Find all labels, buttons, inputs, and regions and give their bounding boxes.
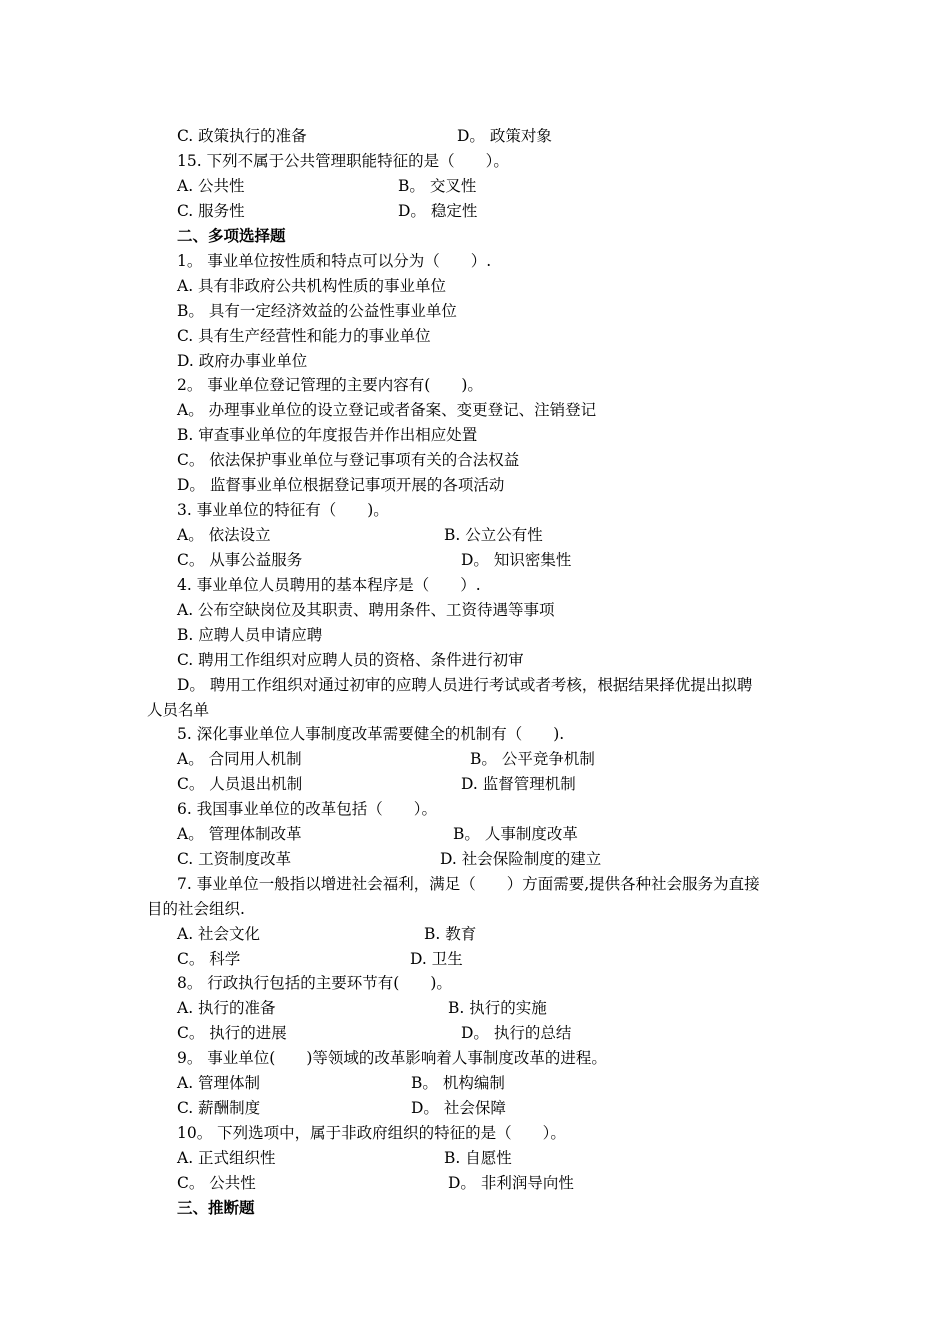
option-c: C. 薪酬制度 <box>177 1099 261 1117</box>
option-c: C。 从事公益服务 <box>177 551 303 569</box>
option-d: D. 社会保险制度的建立 <box>440 850 602 868</box>
question-7: 7. 事业单位一般指以增进社会福利，满足（ ）方面需要,提供各种社会服务为直接 <box>177 875 760 893</box>
option-b: B。 交叉性 <box>398 177 477 195</box>
option-d: D。 社会保障 <box>411 1099 506 1117</box>
option-a: A。 办理事业单位的设立登记或者备案、变更登记、注销登记 <box>177 401 597 419</box>
option-b: B。 人事制度改革 <box>453 825 578 843</box>
option-c: C. 具有生产经营性和能力的事业单位 <box>177 327 431 345</box>
option-a: A。 依法设立 <box>177 526 271 544</box>
option-c: C。 依法保护事业单位与登记事项有关的合法权益 <box>177 451 520 469</box>
option-c: C。 执行的进展 <box>177 1024 287 1042</box>
section-heading: 三、推断题 <box>177 1198 255 1217</box>
option-d: D. 监督管理机制 <box>461 775 576 793</box>
option-b: B. 教育 <box>424 925 477 943</box>
option-b: B. 执行的实施 <box>448 999 547 1017</box>
option-b: B. 审查事业单位的年度报告并作出相应处置 <box>177 426 478 444</box>
option-a: A. 执行的准备 <box>177 999 276 1017</box>
option-c: C。 人员退出机制 <box>177 775 303 793</box>
question-6: 6. 我国事业单位的改革包括（ ）。 <box>177 800 437 818</box>
option-c: C. 服务性 <box>177 202 245 220</box>
option-a: A。 管理体制改革 <box>177 825 302 843</box>
section-heading: 二、多项选择题 <box>177 226 286 245</box>
option-d: D。 监督事业单位根据登记事项开展的各项活动 <box>177 476 505 494</box>
option-d: D. 卫生 <box>410 950 463 968</box>
option-a: A. 正式组织性 <box>177 1149 276 1167</box>
option-d-continuation: 人员名单 <box>147 701 210 719</box>
option-c: C. 聘用工作组织对应聘人员的资格、条件进行初审 <box>177 651 524 669</box>
option-b: B. 应聘人员申请应聘 <box>177 626 323 644</box>
option-d: D。 非利润导向性 <box>448 1174 574 1192</box>
option-c: C。 公共性 <box>177 1174 256 1192</box>
option-c: C。 科学 <box>177 950 241 968</box>
option-d: D. 政府办事业单位 <box>177 352 308 370</box>
option-a: A. 公布空缺岗位及其职责、聘用条件、工资待遇等事项 <box>177 601 555 619</box>
question-9: 9。 事业单位( )等领域的改革影响着人事制度改革的进程。 <box>177 1049 607 1067</box>
option-b: B。 机构编制 <box>411 1074 505 1092</box>
question-4: 4. 事业单位人员聘用的基本程序是（ ）. <box>177 576 481 594</box>
question-2: 2。 事业单位登记管理的主要内容有( )。 <box>177 376 483 394</box>
option-a: A. 社会文化 <box>177 925 261 943</box>
option-d: D。 知识密集性 <box>461 551 572 569</box>
option-b: B. 自愿性 <box>444 1149 512 1167</box>
option-b: B. 公立公有性 <box>444 526 543 544</box>
option-a: A。 合同用人机制 <box>177 750 302 768</box>
option-a: A. 具有非政府公共机构性质的事业单位 <box>177 277 447 295</box>
option-c: C. 政策执行的准备 <box>177 127 307 145</box>
question-10: 10。 下列选项中，属于非政府组织的特征的是（ ）。 <box>177 1124 566 1142</box>
question-7-continuation: 目的社会组织. <box>147 900 245 918</box>
option-a: A. 公共性 <box>177 177 245 195</box>
question-5: 5. 深化事业单位人事制度改革需要健全的机制有（ ). <box>177 725 565 743</box>
option-d: D。 稳定性 <box>398 202 478 220</box>
option-d: D。 执行的总结 <box>461 1024 572 1042</box>
option-a: A. 管理体制 <box>177 1074 261 1092</box>
question-3: 3. 事业单位的特征有（ )。 <box>177 501 389 519</box>
option-b: B。 公平竞争机制 <box>470 750 595 768</box>
option-c: C. 工资制度改革 <box>177 850 292 868</box>
option-d: D。 聘用工作组织对通过初审的应聘人员进行考试或者考核，根据结果择优提出拟聘 <box>177 676 753 694</box>
question-1: 1。 事业单位按性质和特点可以分为（ ）. <box>177 252 492 270</box>
option-b: B。 具有一定经济效益的公益性事业单位 <box>177 302 457 320</box>
question-15: 15. 下列不属于公共管理职能特征的是（ ）。 <box>177 152 509 170</box>
question-8: 8。 行政执行包括的主要环节有( )。 <box>177 974 452 992</box>
option-d: D。 政策对象 <box>457 127 552 145</box>
